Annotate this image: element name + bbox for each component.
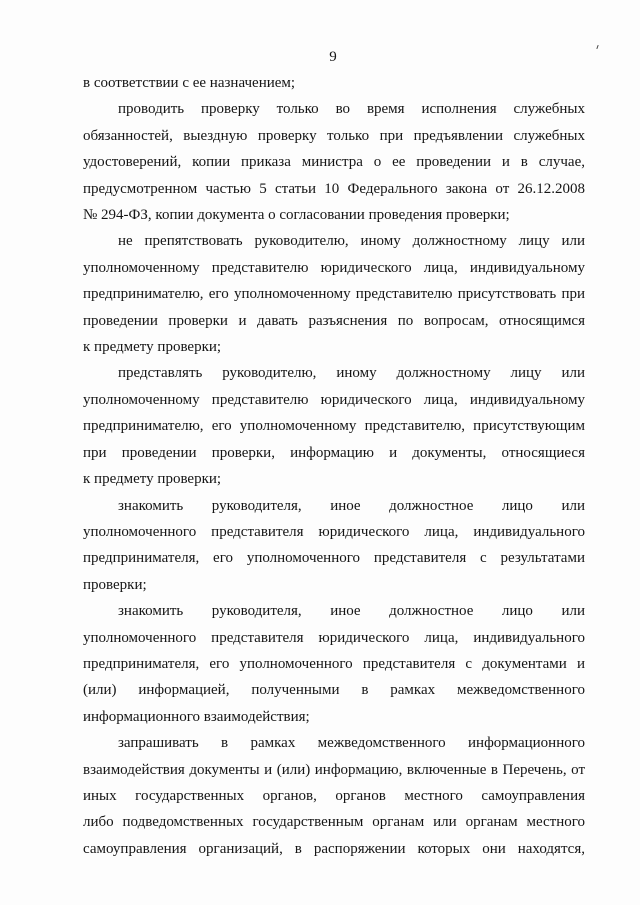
text-line: информационного взаимодействия;	[83, 708, 310, 725]
page-number: 9	[329, 49, 337, 65]
text-line: уполномоченного представителя юридического лица, индивидуального	[83, 629, 585, 646]
text-line: либо подведомственных государственным органам или органам местного	[83, 814, 585, 831]
paragraph	[83, 360, 585, 492]
text-line: № 294-ФЗ, копии документа о согласовании проведения проверки;	[83, 207, 510, 224]
text-line: уполномоченного представителя юридического лица, индивидуального	[83, 523, 585, 540]
text-line: взаимодействия документы и (или) информацию, включенные в Перечень, от	[83, 761, 585, 778]
paragraph	[83, 228, 585, 360]
text-line: удостоверений, копии приказа министра о ее проведении и в случае,	[83, 154, 585, 171]
text-line: уполномоченному представителю юридического лица, индивидуальному	[83, 259, 585, 276]
paragraph	[83, 96, 585, 228]
text-line: представлять руководителю, иному должностному лицу или	[118, 365, 585, 382]
text-line: предусмотренном частью 5 статьи 10 Федерального закона от 26.12.2008	[83, 180, 585, 197]
text-line: предпринимателя, его уполномоченного представителя с результатами	[83, 550, 585, 567]
paragraph	[83, 70, 585, 96]
paragraph	[83, 730, 585, 862]
text-line: проверки;	[83, 576, 147, 593]
scan-mark	[596, 45, 598, 49]
paragraph	[83, 493, 585, 599]
text-line: к предмету проверки;	[83, 339, 222, 356]
text-line: проведении проверки и давать разъяснения по вопросам, относящимся	[83, 312, 585, 329]
text-line: (или) информацией, полученными в рамках межведомственного	[83, 682, 585, 699]
text-line: предпринимателю, его уполномоченному представителю присутствовать при	[83, 286, 585, 303]
text-line: не препятствовать руководителю, иному должностному лицу или	[118, 233, 585, 250]
text-line: предпринимателю, его уполномоченному представителю, присутствующим	[83, 418, 585, 435]
text-line: к предмету проверки;	[83, 471, 222, 488]
text-line: при проведении проверки, информацию и документы, относящиеся	[83, 444, 585, 461]
text-line: уполномоченному представителю юридического лица, индивидуальному	[83, 391, 585, 408]
text-line: предпринимателя, его уполномоченного представителя с документами и	[83, 655, 585, 672]
text-line: запрашивать в рамках межведомственного информационного	[118, 735, 585, 752]
text-line: знакомить руководителя, иное должностное лицо или	[118, 497, 585, 514]
paragraph	[83, 598, 585, 730]
text-line: проводить проверку только во время исполнения служебных	[118, 101, 585, 118]
text-line: в соответствии с ее назначением;	[83, 75, 296, 91]
text-line: обязанностей, выездную проверку только при предъявлении служебных	[83, 127, 585, 144]
text-line: самоуправления организаций, в распоряжении которых они находятся,	[83, 840, 585, 857]
text-line: знакомить руководителя, иное должностное лицо или	[118, 603, 585, 620]
text-line: иных государственных органов, органов местного самоуправления	[83, 787, 585, 804]
document-body	[83, 70, 585, 862]
